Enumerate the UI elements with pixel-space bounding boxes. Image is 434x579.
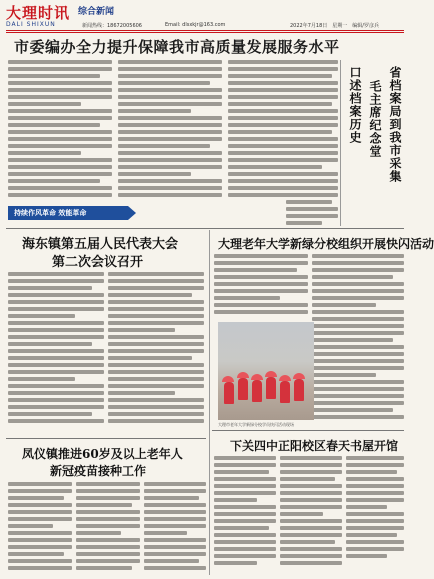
vaccine-headline-line-2: 新冠疫苗接种工作 — [50, 464, 147, 478]
newspaper-logo-en: DALI SHIXUN — [6, 21, 56, 28]
vertical-headline-line-2: 毛主席纪念堂 — [368, 80, 382, 158]
main-story-col-1 — [8, 60, 112, 202]
section-banner-tail — [128, 206, 136, 220]
congress-headline-line-2: 第二次会议召开 — [52, 255, 144, 270]
archive-vertical-headline — [342, 66, 404, 236]
masthead-rule — [6, 30, 404, 31]
university-story-col-1 — [214, 254, 308, 320]
congress-headline-line-1: 海东镇第五届人民代表大会 — [22, 237, 179, 252]
vaccine-story-col-1 — [8, 482, 72, 574]
vaccine-story-col-2 — [76, 482, 140, 574]
books-story-col-3 — [346, 456, 404, 574]
dance-photo — [218, 322, 314, 420]
vertical-headline-line-3: 口述档案历史 — [348, 66, 362, 144]
column-divider — [209, 230, 210, 575]
vertical-headline-line-1: 省档案局到我市采集 — [388, 66, 402, 183]
issue-date: 2022年7月18日 星期一 编辑/罗彦兵 — [290, 23, 379, 29]
books-story-col-2 — [280, 456, 342, 574]
congress-story-col-2 — [108, 272, 204, 432]
column-divider — [340, 60, 341, 226]
university-headline: 大理老年大学新绿分校组织开展快闪活动 — [218, 237, 434, 251]
section-banner-text: 持续作风革命 效能革命 — [14, 209, 87, 217]
archive-story-text — [286, 60, 338, 230]
books-story-col-1 — [214, 456, 276, 574]
news-email: Email: dlsxkjr@163.com — [165, 22, 226, 28]
books-headline: 下关四中正阳校区春天书屋开馆 — [230, 439, 399, 453]
vaccine-story-col-3 — [144, 482, 206, 574]
vaccine-headline-line-1: 凤仪镇推进60岁及以上老年人 — [22, 447, 183, 461]
divider-rule — [212, 430, 404, 431]
masthead-rule-2 — [6, 32, 404, 33]
news-hotline: 新闻热线：18672005606 — [82, 23, 142, 29]
university-story-col-2 — [312, 254, 404, 426]
divider-rule — [6, 438, 206, 439]
newspaper-logo: 大理时讯 — [6, 4, 71, 22]
congress-story-col-1 — [8, 272, 104, 432]
divider-rule — [6, 228, 404, 229]
main-story-col-2 — [118, 60, 222, 202]
photo-caption: 大理市老年大学新绿分校学员快闪活动现场 — [218, 422, 294, 427]
main-headline: 市委编办全力提升保障我市高质量发展服务水平 — [14, 38, 340, 56]
section-title: 综合新闻 — [78, 7, 115, 17]
masthead — [0, 0, 410, 34]
